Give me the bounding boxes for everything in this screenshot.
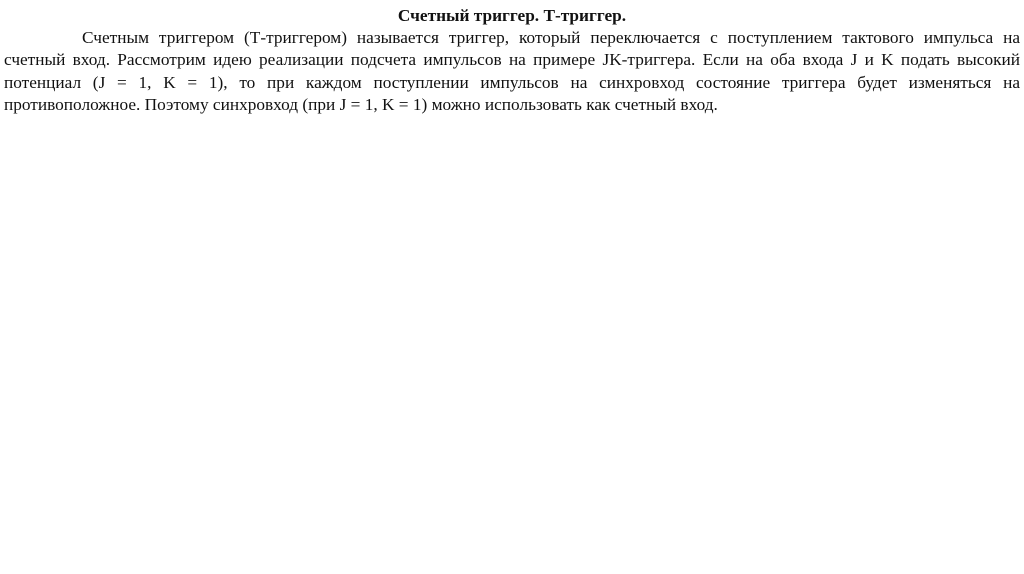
document-content xyxy=(4,5,1020,116)
document-title: Счетный триггер. Т-триггер. xyxy=(397,6,627,25)
body-paragraph: Счетным триггером (Т-триггером) называется триггер, который переключается с поступлением тактового импульса на счетный вход. Рассмотрим идею реализации подсчета импульсов на примере JK-триггера. Если на оба входа J и K подать высокий потенциал (J = 1, K = 1), то при каждом поступлении импульсов на синхровход состояние триггера будет изменяться на противоположное. Поэтому синхровход (при J = 1, K = 1) можно использовать как счетный вход. xyxy=(4,28,1020,114)
